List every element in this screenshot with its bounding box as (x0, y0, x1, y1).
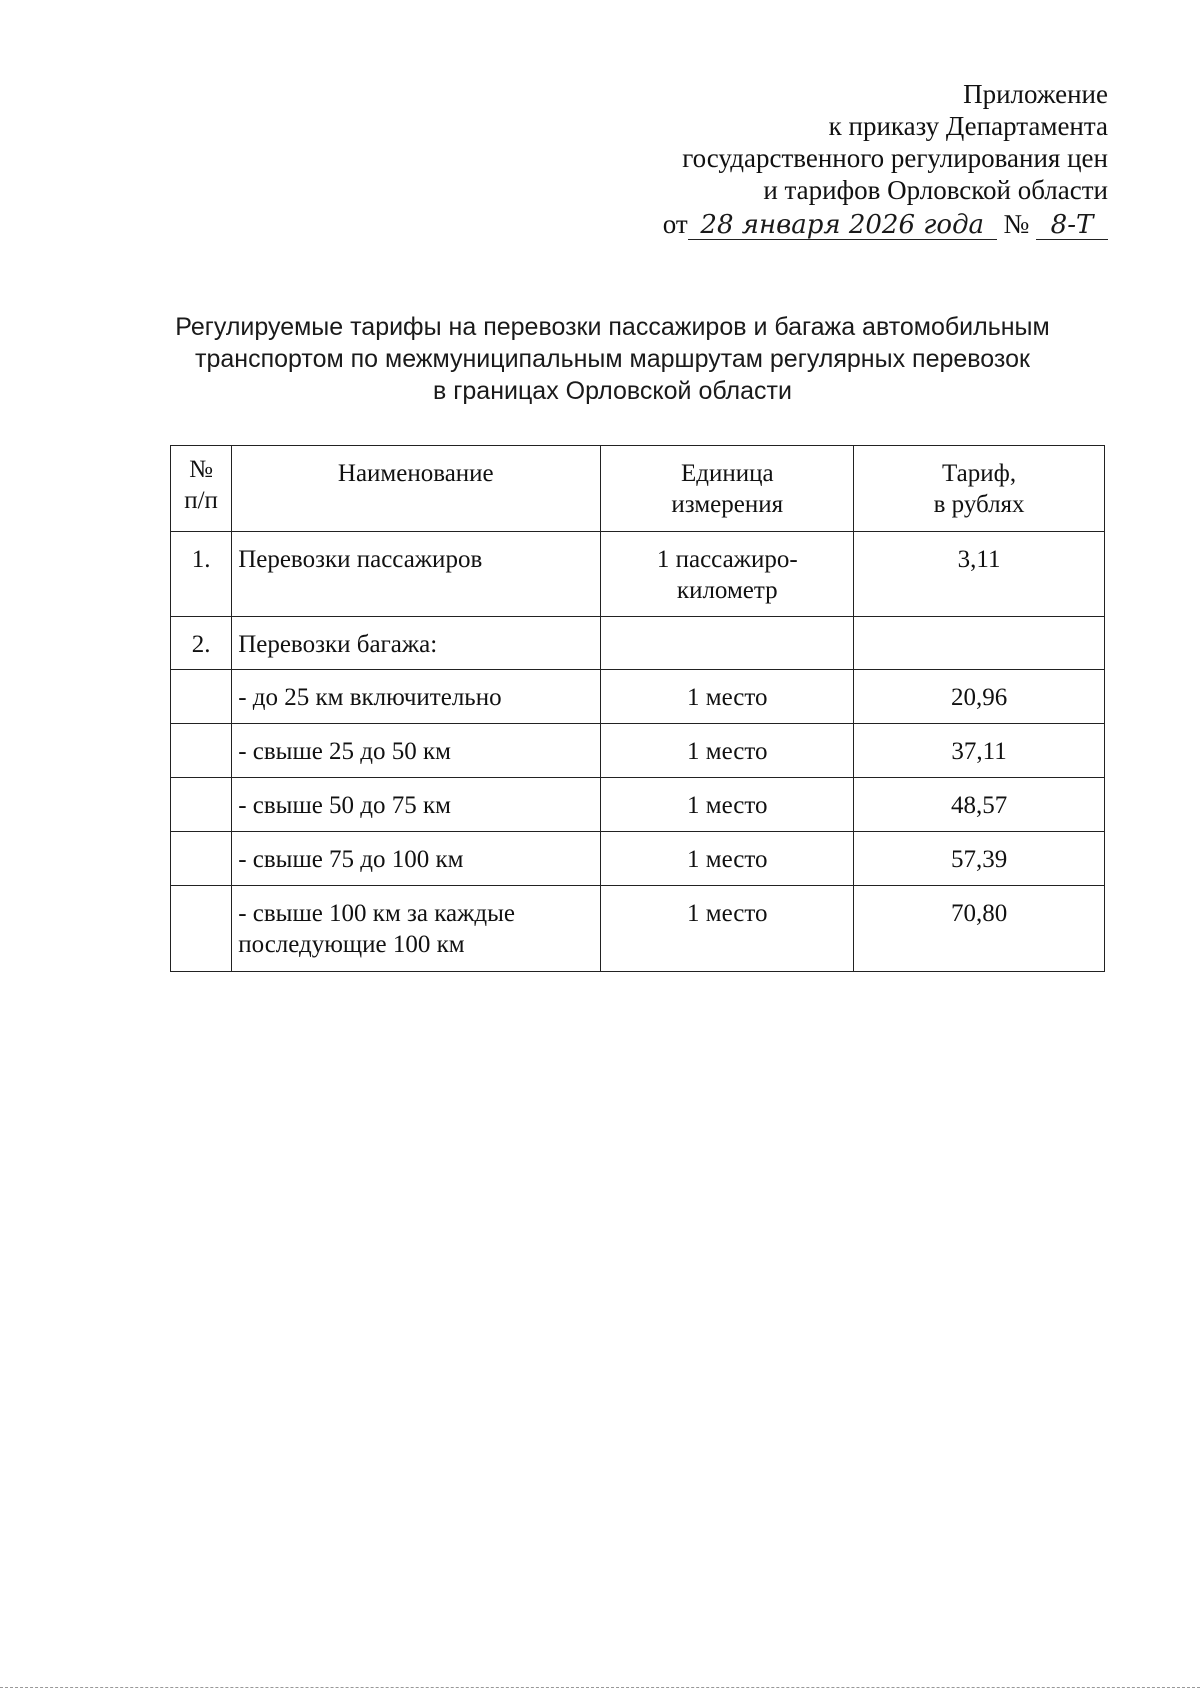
row-unit (601, 617, 854, 670)
header-tariff-line: в рублях (933, 491, 1025, 518)
header-tariff-line: Тариф, (942, 460, 1017, 487)
row-name: Перевозки пассажиров (232, 532, 601, 617)
table-row (171, 886, 1105, 972)
handwritten-date: 28 января 2026 года (688, 211, 997, 240)
title-line: транспортом по межмуниципальным маршрутам регулярных перевозок (195, 345, 1030, 373)
row-num (171, 670, 232, 724)
row-name: - свыше 50 до 75 км (232, 778, 601, 832)
appendix-line: к приказу Департамента (828, 111, 1108, 141)
header-tariff (854, 446, 1105, 532)
row-unit-line: 1 пассажиро- (656, 546, 798, 573)
row-num (171, 832, 232, 886)
row-name: - до 25 км включительно (232, 670, 601, 724)
row-name: - свыше 25 до 50 км (232, 724, 601, 778)
row-num (171, 886, 232, 972)
document-title (120, 311, 1105, 407)
tariffs-table (170, 445, 1105, 972)
row-tariff: 57,39 (854, 832, 1105, 886)
title-line: Регулируемые тарифы на перевозки пассажиров и багажа автомобильным (175, 313, 1050, 341)
table-header-row (171, 446, 1105, 532)
row-tariff (854, 617, 1105, 670)
appendix-line: и тарифов Орловской области (763, 175, 1108, 205)
date-prefix: от (662, 209, 688, 239)
header-unit-line: Единица (680, 460, 774, 487)
header-num-line: п/п (184, 487, 218, 514)
row-unit: 1 место (601, 778, 854, 832)
row-num: 1. (171, 532, 232, 617)
row-num (171, 778, 232, 832)
table-row (171, 670, 1105, 724)
row-name-line: - свыше 100 км за каждые (238, 900, 515, 927)
appendix-line: Приложение (963, 79, 1108, 109)
row-unit: 1 место (601, 724, 854, 778)
row-unit-line: километр (676, 577, 778, 604)
table-row (171, 532, 1105, 617)
table-row (171, 617, 1105, 670)
row-name: Перевозки багажа: (232, 617, 601, 670)
order-date-number-line (588, 208, 1108, 240)
appendix-line: государственного регулирования цен (682, 143, 1108, 173)
row-num: 2. (171, 617, 232, 670)
header-unit (601, 446, 854, 532)
row-unit (601, 532, 854, 617)
header-name: Наименование (232, 446, 601, 532)
handwritten-number: 8-Т (1036, 211, 1108, 240)
appendix-header (588, 78, 1108, 240)
row-tariff: 3,11 (854, 532, 1105, 617)
row-name: - свыше 75 до 100 км (232, 832, 601, 886)
row-tariff: 48,57 (854, 778, 1105, 832)
row-name-line: последующие 100 км (238, 931, 465, 958)
title-line: в границах Орловской области (433, 377, 792, 405)
table-row (171, 778, 1105, 832)
row-name (232, 886, 601, 972)
table-row (171, 724, 1105, 778)
row-num (171, 724, 232, 778)
scan-edge-divider (0, 1687, 1200, 1688)
table-row (171, 832, 1105, 886)
header-num (171, 446, 232, 532)
row-unit: 1 место (601, 886, 854, 972)
row-tariff: 70,80 (854, 886, 1105, 972)
number-label: № (1003, 209, 1030, 239)
row-tariff: 20,96 (854, 670, 1105, 724)
row-unit: 1 место (601, 832, 854, 886)
row-tariff: 37,11 (854, 724, 1105, 778)
header-num-line: № (189, 456, 214, 483)
row-unit: 1 место (601, 670, 854, 724)
header-unit-line: измерения (671, 491, 784, 518)
